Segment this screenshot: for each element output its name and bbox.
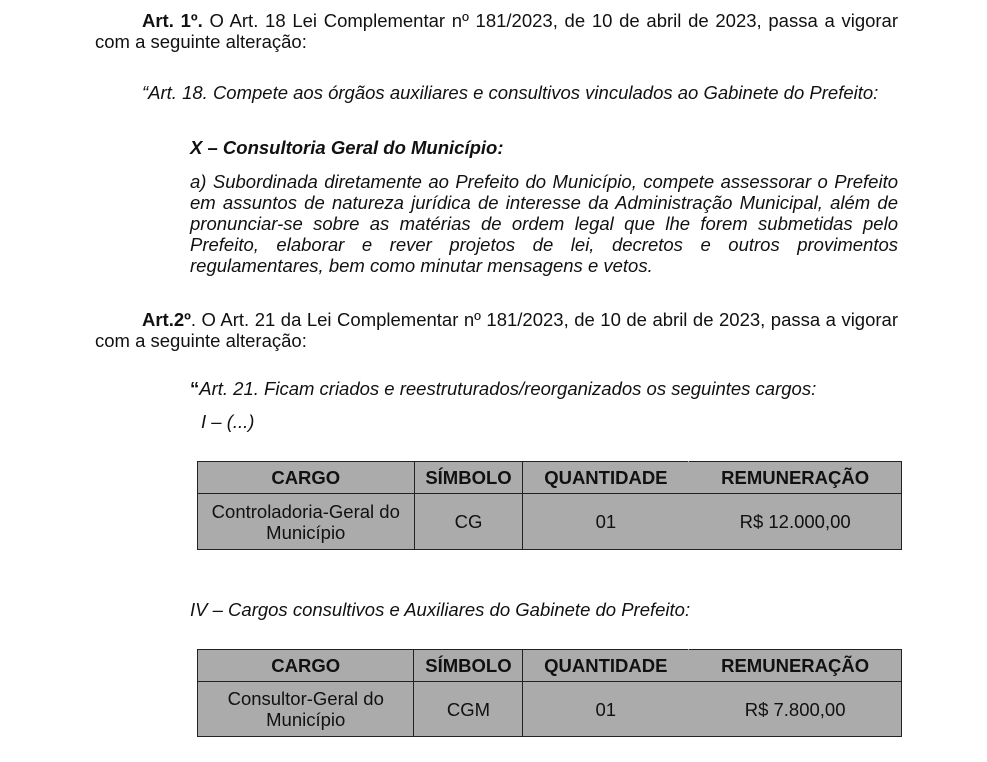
art2-label: Art.2º — [142, 309, 191, 330]
header-quantidade: QUANTIDADE — [523, 650, 689, 682]
cargos-table-2 — [197, 649, 902, 737]
art21-quote-mark: “ — [190, 378, 200, 399]
header-cargo: CARGO — [198, 462, 415, 494]
header-cargo: CARGO — [198, 650, 414, 682]
table-1-header-row — [198, 462, 902, 494]
art21-quote-text: Art. 21. Ficam criados e reestruturados/reorganizados os seguintes cargos: — [199, 378, 817, 399]
art1-text: O Art. 18 Lei Complementar nº 181/2023, de 10 de abril de 2023, passa a vigorar com a seguinte alteração: — [95, 10, 899, 52]
item-i: I – (...) — [201, 411, 255, 432]
cell-simbolo: CGM — [414, 682, 523, 737]
item-iv: IV – Cargos consultivos e Auxiliares do Gabinete do Prefeito: — [190, 599, 691, 620]
art2-text: . O Art. 21 da Lei Complementar nº 181/2023, de 10 de abril de 2023, passa a vigorar com a seguinte alteração: — [95, 309, 898, 351]
cell-simbolo: CG — [414, 494, 523, 550]
item-x-heading — [190, 137, 898, 158]
item-a-paragraph: a) Subordinada diretamente ao Prefeito do Município, compete assessorar o Prefeito em assuntos de natureza jurídica de interesse da Administração Municipal, além de pronunciar-se sobre as matérias de ordem legal que lhe forem submetidas pelo Prefeito, elaborar e rever projetos de lei, decretos e outros provimentos regulamentares, bem como minutar mensagens e vetos. — [190, 171, 898, 276]
cell-cargo: Controladoria-Geral do Município — [198, 494, 415, 550]
header-remuneracao: REMUNERAÇÃO — [689, 462, 902, 494]
cell-remuneracao: R$ 12.000,00 — [689, 494, 902, 550]
header-simbolo: SÍMBOLO — [414, 650, 523, 682]
cargos-table-1 — [197, 461, 902, 550]
art1-label: Art. 1º. — [142, 10, 203, 31]
header-simbolo: SÍMBOLO — [414, 462, 523, 494]
table-row — [198, 494, 902, 550]
cell-quantidade: 01 — [523, 494, 689, 550]
art18-quote: “Art. 18. Compete aos órgãos auxiliares e consultivos vinculados ao Gabinete do Prefeito: — [142, 82, 879, 103]
header-quantidade: QUANTIDADE — [523, 462, 689, 494]
art2-paragraph — [95, 309, 898, 351]
table-row — [198, 682, 902, 737]
table-2-header-row — [198, 650, 902, 682]
art21-quote — [190, 378, 898, 399]
cell-quantidade: 01 — [523, 682, 689, 737]
art1-paragraph — [95, 10, 898, 52]
cell-cargo: Consultor-Geral do Município — [198, 682, 414, 737]
item-x-heading-text: X – Consultoria Geral do Município: — [190, 137, 504, 158]
header-remuneracao: REMUNERAÇÃO — [689, 650, 902, 682]
cell-remuneracao: R$ 7.800,00 — [689, 682, 902, 737]
